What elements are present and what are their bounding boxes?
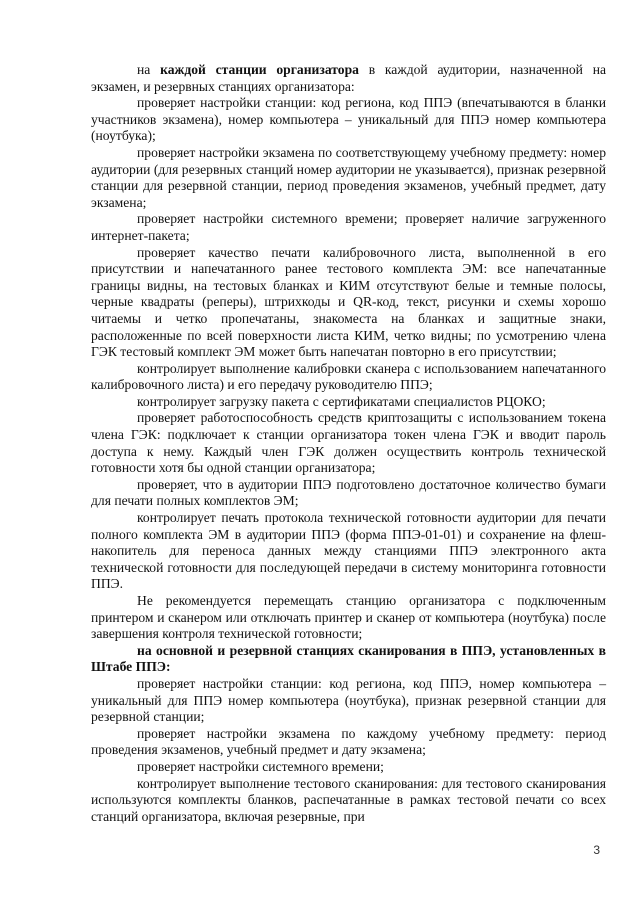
paragraph-text: на bbox=[137, 62, 161, 77]
paragraph-text: проверяет работоспособность средств криптозащиты с использованием токена члена ГЭК: подключает к станции организатора токен члена ГЭК и вводит пароль доступа к нему. Каждый член ГЭК должен осуществить контроль технической готовности хотя бы одной станции организатора; bbox=[91, 410, 606, 476]
paragraph-text: Не рекомендуется перемещать станцию организатора с подключенным принтером и сканером или отключать принтер и сканер от компьютера (ноутбука) после завершения контроля технической готовности; bbox=[91, 593, 606, 642]
paragraph-text: проверяет, что в аудитории ППЭ подготовлено достаточное количество бумаги для печати полных комплектов ЭМ; bbox=[91, 476, 606, 509]
bold-text: на основной и резервной станциях сканирования в ППЭ, установленных в Штабе ППЭ: bbox=[91, 642, 606, 675]
paragraph-text: проверяет настройки экзамена по каждому учебному предмету: период проведения экзаменов, учебный предмет и дату экзамена; bbox=[91, 725, 606, 758]
paragraph-text: контролирует печать протокола технической готовности аудитории для печати полного комплекта ЭМ в аудитории ППЭ (форма ППЭ-01-01) и сохранение на флеш-накопитель для переноса данных между станциями ППЭ электронного акта технической готовности для последующей передачи в систему мониторинга готовности ППЭ. bbox=[91, 510, 606, 592]
paragraph-text: проверяет настройки системного времени; проверяет наличие загруженного интернет-пакета; bbox=[91, 211, 606, 243]
paragraph bbox=[91, 510, 606, 593]
paragraph bbox=[91, 361, 606, 394]
paragraph bbox=[91, 394, 606, 411]
paragraph bbox=[91, 211, 606, 244]
document-body bbox=[91, 62, 606, 825]
paragraph bbox=[91, 643, 606, 676]
bold-text: каждой станции организатора bbox=[160, 62, 359, 77]
paragraph-text: проверяет качество печати калибровочного листа, выполненной в его присутствии и напечатанного ранее тестового комплекта ЭМ: все напечатанные границы видны, на тестовых бланках и КИМ отсутствуют белые и темные полосы, черные квадраты (реперы), штрихкоды и QR-код, текст, рисунки и схемы хорошо читаемы и четко пропечатаны, знакоместа на бланках и защитные знаки, расположенные по всей поверхности листа КИМ, четко видны; по усмотрению члена ГЭК тестовый комплект ЭМ может быть напечатан повторно в его присутствии; bbox=[91, 244, 606, 360]
paragraph bbox=[91, 410, 606, 476]
paragraph bbox=[91, 776, 606, 826]
paragraph-text: контролирует выполнение калибровки сканера с использованием напечатанного калибровочного листа) и его передачу руководителю ППЭ; bbox=[91, 360, 606, 393]
paragraph-text: проверяет настройки экзамена по соответствующему учебному предмету: номер аудитории (для резервных станций номер аудитории не указывается), признак резервной станции для резервной станции, период проведения экзаменов, учебный предмет, дату экзамена; bbox=[91, 144, 606, 210]
paragraph-text: проверяет настройки системного времени; bbox=[137, 758, 384, 774]
paragraph bbox=[91, 726, 606, 759]
paragraph-text: в каждой аудитории, назначенной на экзамен, и резервных станциях организатора: bbox=[91, 62, 607, 94]
paragraph bbox=[91, 62, 606, 95]
paragraph-text: контролирует загрузку пакета с сертификатами специалистов РЦОКО; bbox=[137, 393, 546, 409]
paragraph-text: проверяет настройки станции: код региона, код ППЭ (впечатываются в бланки участников экзамена), номер компьютера – уникальный для ППЭ номер компьютера (ноутбука); bbox=[91, 95, 606, 144]
paragraph bbox=[91, 145, 606, 211]
paragraph bbox=[91, 245, 606, 361]
page-number: 3 bbox=[593, 843, 600, 857]
paragraph bbox=[91, 593, 606, 643]
paragraph bbox=[91, 477, 606, 510]
paragraph-text: контролирует выполнение тестового сканирования: для тестового сканирования используются комплекты бланков, распечатанные в рамках тестовой печати со всех станций организатора, включая резервные, при bbox=[91, 775, 606, 824]
paragraph bbox=[91, 95, 606, 145]
paragraph bbox=[91, 676, 606, 726]
paragraph bbox=[91, 759, 606, 776]
paragraph-text: проверяет настройки станции: код региона, код ППЭ, номер компьютера – уникальный для ППЭ номер компьютера (ноутбука), признак резервной станции для резервной станции; bbox=[91, 675, 606, 725]
